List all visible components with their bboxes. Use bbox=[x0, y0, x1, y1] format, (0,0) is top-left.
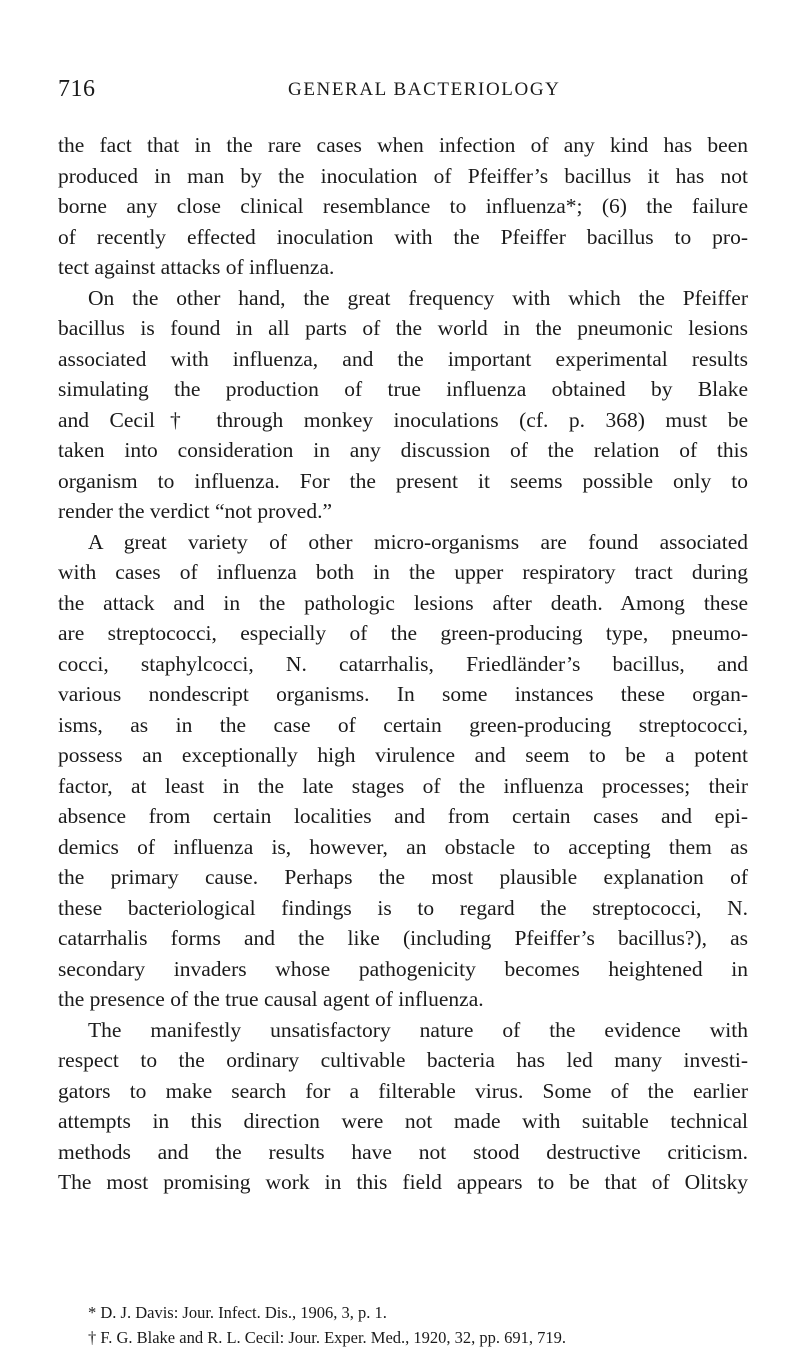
text-line: the presence of the true causal agent of influenza. bbox=[58, 987, 484, 1011]
text-line: are streptococci, especially of the green-producing type, pneumo- bbox=[58, 621, 748, 645]
text-line: organism to influenza. For the present it seems possible only to bbox=[58, 468, 748, 493]
text-line: gators to make search for a filterable virus. Some of the earlier bbox=[58, 1078, 748, 1103]
text-line: the attack and in the pathologic lesions after death. Among these bbox=[58, 590, 748, 615]
text-line: taken into consideration in any discussion of the relation of this bbox=[58, 438, 748, 462]
text-line: these bacteriological findings is to regard the streptococci, N. bbox=[58, 895, 748, 920]
text-line: A great variety of other micro-organisms are found associated bbox=[88, 529, 748, 554]
text-line: methods and the results have not stood destructive criticism. bbox=[58, 1139, 748, 1164]
text-line: On the other hand, the great frequency with which the Pfeiffer bbox=[88, 285, 748, 310]
text-line: tect against attacks of influenza. bbox=[58, 255, 335, 279]
text-line: the primary cause. Perhaps the most plausible explanation of bbox=[58, 865, 748, 889]
text-line: The manifestly unsatisfactory nature of the evidence with bbox=[88, 1017, 748, 1042]
paragraph-4 bbox=[58, 1015, 748, 1198]
paragraph-1 bbox=[58, 130, 748, 283]
text-line: catarrhalis forms and the like (including Pfeiffer’s bacillus?), as bbox=[58, 926, 748, 950]
text-line: cocci, staphylcocci, N. catarrhalis, Friedländer’s bacillus, and bbox=[58, 651, 748, 676]
page-number: 716 bbox=[58, 76, 96, 102]
text-line: render the verdict “not proved.” bbox=[58, 499, 332, 523]
text-line: secondary invaders whose pathogenicity becomes heightened in bbox=[58, 956, 748, 981]
running-head: GENERAL BACTERIOLOGY bbox=[288, 79, 561, 100]
text-line: with cases of influenza both in the upper respiratory tract during bbox=[58, 560, 748, 584]
text-line: simulating the production of true influenza obtained by Blake bbox=[58, 377, 748, 401]
text-line: various nondescript organisms. In some instances these organ- bbox=[58, 682, 748, 706]
page-header bbox=[58, 76, 748, 106]
text-line: the fact that in the rare cases when infection of any kind has been bbox=[58, 133, 748, 157]
paragraph-3 bbox=[58, 527, 748, 1015]
text-line: borne any close clinical resemblance to influenza*; (6) the failure bbox=[58, 194, 748, 218]
footnote-blake-cecil: † F. G. Blake and R. L. Cecil: Jour. Exper. Med., 1920, 32, pp. 691, 719. bbox=[88, 1328, 567, 1347]
text-line: demics of influenza is, however, an obstacle to accepting them as bbox=[58, 834, 748, 859]
text-line: respect to the ordinary cultivable bacteria has led many investi- bbox=[58, 1048, 748, 1072]
text-line: possess an exceptionally high virulence and seem to be a potent bbox=[58, 743, 748, 767]
text-line: isms, as in the case of certain green-producing streptococci, bbox=[58, 712, 748, 737]
text-line: absence from certain localities and from certain cases and epi- bbox=[58, 804, 748, 828]
text-line: associated with influenza, and the important experimental results bbox=[58, 346, 748, 371]
footnotes bbox=[58, 1300, 748, 1350]
footnote-davis: * D. J. Davis: Jour. Infect. Dis., 1906, 3, p. 1. bbox=[88, 1303, 387, 1322]
text-line: attempts in this direction were not made with suitable technical bbox=[58, 1109, 748, 1133]
text-line: of recently effected inoculation with the Pfeiffer bacillus to pro- bbox=[58, 224, 748, 249]
text-line: The most promising work in this field appears to be that of Olitsky bbox=[58, 1170, 748, 1194]
text-line: bacillus is found in all parts of the world in the pneumonic lesions bbox=[58, 316, 748, 340]
body-text bbox=[58, 130, 748, 1198]
text-line: factor, at least in the late stages of the influenza processes; their bbox=[58, 773, 748, 798]
text-line: produced in man by the inoculation of Pfeiffer’s bacillus it has not bbox=[58, 163, 748, 188]
text-line: and Cecil† through monkey inoculations (cf. p. 368) must be bbox=[58, 407, 748, 432]
paragraph-2 bbox=[58, 283, 748, 527]
